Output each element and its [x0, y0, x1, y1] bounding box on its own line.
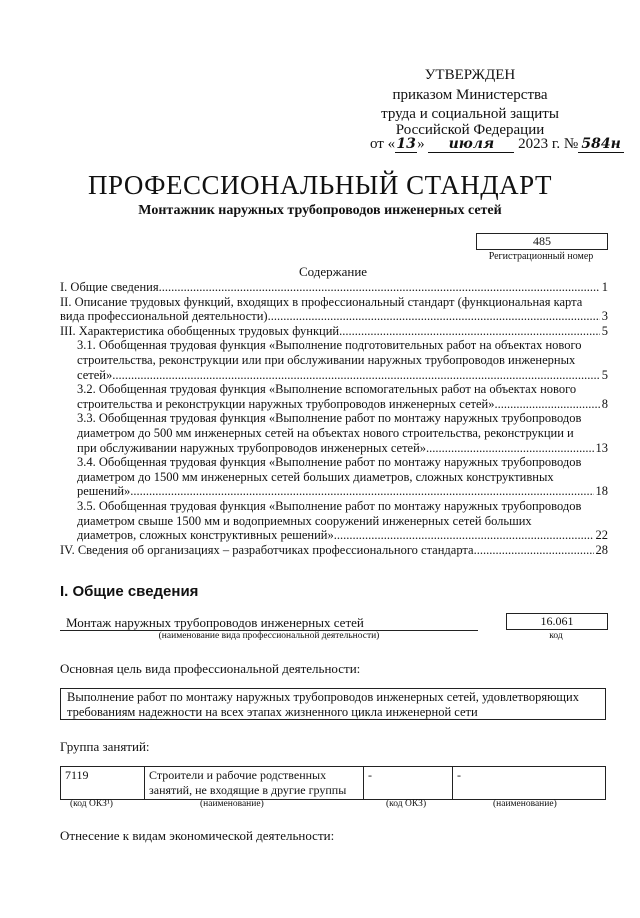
registration-number: 485: [476, 233, 608, 250]
toc-line: диаметров, сложных конструктивных решений»: [77, 528, 334, 543]
okz-name-caption-2: (наименование): [493, 799, 557, 809]
econ-activity-label: Отнесение к видам экономической деятельности:: [60, 828, 335, 843]
activity-name: Монтаж наружных трубопроводов инженерных сетей: [66, 615, 364, 630]
toc-line: 3.3. Обобщенная трудовая функция «Выполнение работ по монтажу наружных трубопроводов: [77, 411, 582, 426]
toc-item[interactable]: [60, 324, 608, 339]
toc-line: диаметром свыше 1500 мм и водоприемных сооружений инженерных сетей больших: [77, 513, 532, 528]
toc-page: 28: [595, 542, 608, 557]
toc-page: 18: [595, 484, 608, 499]
date-mid: »: [417, 136, 425, 152]
toc-line: I. Общие сведения: [60, 280, 159, 294]
approval-date-line: [370, 136, 620, 153]
toc-page: 8: [601, 396, 608, 411]
code-caption: код: [549, 631, 563, 641]
toc-line: II. Описание трудовых функций, входящих в профессиональный стандарт (функциональная карта: [60, 294, 583, 309]
date-year: 2023 г. №: [518, 136, 579, 152]
toc-line: диаметром до 500 мм инженерных сетей на объектах нового строительства, реконструкции и: [77, 425, 574, 440]
section-heading: I. Общие сведения: [60, 583, 199, 600]
toc-line: 3.5. Обобщенная трудовая функция «Выполнение работ по монтажу наружных трубопроводов: [77, 498, 582, 513]
toc-page: 5: [601, 367, 608, 382]
toc-page: 13: [595, 440, 608, 455]
order-number: 584н: [578, 136, 624, 153]
okz-name-caption-1: (наименование): [200, 799, 264, 809]
document-subtitle: Монтажник наружных трубопроводов инженерных сетей: [138, 203, 502, 218]
group-label: Группа занятий:: [60, 739, 150, 754]
document-title: ПРОФЕССИОНАЛЬНЫЙ СТАНДАРТ: [87, 170, 553, 200]
okz-code-caption-1: (код ОКЗ¹): [70, 799, 113, 809]
toc-line: 3.4. Обобщенная трудовая функция «Выполнение работ по монтажу наружных трубопроводов: [77, 455, 582, 470]
toc-line: сетей»: [77, 367, 113, 382]
toc-line: при обслуживании наружных трубопроводов инженерных сетей»: [77, 440, 427, 455]
toc-item[interactable]: [60, 338, 608, 382]
table-row: [61, 767, 606, 800]
okz-name-1: Строители и рабочие родственных занятий, не входящие в другие группы: [145, 767, 364, 800]
toc-item[interactable]: [60, 455, 608, 499]
toc-heading: Содержание: [298, 264, 368, 279]
okz-code-caption-2: (код ОКЗ): [386, 799, 427, 809]
toc-item[interactable]: [60, 543, 608, 558]
toc-line: строительства и реконструкции наружных трубопроводов инженерных сетей»: [77, 396, 495, 411]
toc-line: III. Характеристика обобщенных трудовых функций: [60, 323, 340, 338]
toc-item[interactable]: [60, 382, 608, 411]
registration-caption: Регистрационный номер: [488, 251, 594, 262]
date-prefix: от «: [370, 136, 396, 152]
goal-label: Основная цель вида профессиональной деятельности:: [60, 661, 361, 676]
occupation-group-table: [60, 766, 606, 800]
approval-line-2: труда и социальной защиты: [381, 106, 559, 122]
table-of-contents: [60, 280, 608, 557]
toc-page: 3: [601, 309, 608, 324]
toc-line: 3.2. Обобщенная трудовая функция «Выполнение вспомогательных работ на объектах нового: [77, 382, 577, 397]
activity-code: 16.061: [506, 613, 608, 630]
toc-item[interactable]: [60, 499, 608, 543]
goal-text: Выполнение работ по монтажу наружных трубопроводов инженерных сетей, удовлетворяющих требованиям надежности на всех этапах жизненного цикла инженерной сети: [60, 688, 606, 720]
approval-title: УТВЕРЖДЕН: [424, 67, 516, 83]
okz-name-2: -: [453, 767, 606, 800]
activity-caption: (наименование вида профессиональной деятельности): [158, 631, 380, 641]
toc-page: 5: [601, 323, 608, 338]
toc-item[interactable]: [60, 295, 608, 324]
toc-line: IV. Сведения об организациях – разработчиках профессионального стандарта: [60, 542, 474, 557]
date-month: июля: [428, 136, 514, 153]
toc-line: 3.1. Обобщенная трудовая функция «Выполнение подготовительных работ на объектах нового: [77, 338, 582, 353]
okz-code-1: 7119: [61, 767, 145, 800]
toc-line: диаметром до 1500 мм инженерных сетей больших диаметров, сложных конструктивных: [77, 469, 554, 484]
approval-line-3: Российской Федерации: [395, 122, 545, 138]
toc-item[interactable]: [60, 411, 608, 455]
toc-item[interactable]: [60, 280, 608, 295]
toc-line: решений»: [77, 484, 131, 499]
toc-page: 22: [595, 528, 608, 543]
toc-line: вида профессиональной деятельности): [60, 309, 268, 324]
date-day: 13: [396, 136, 416, 152]
okz-code-2: -: [364, 767, 453, 800]
toc-line: строительства, реконструкции или при обслуживании наружных трубопроводов инженерных: [77, 352, 576, 367]
approval-line-1: приказом Министерства: [392, 87, 548, 103]
toc-page: 1: [601, 280, 608, 294]
